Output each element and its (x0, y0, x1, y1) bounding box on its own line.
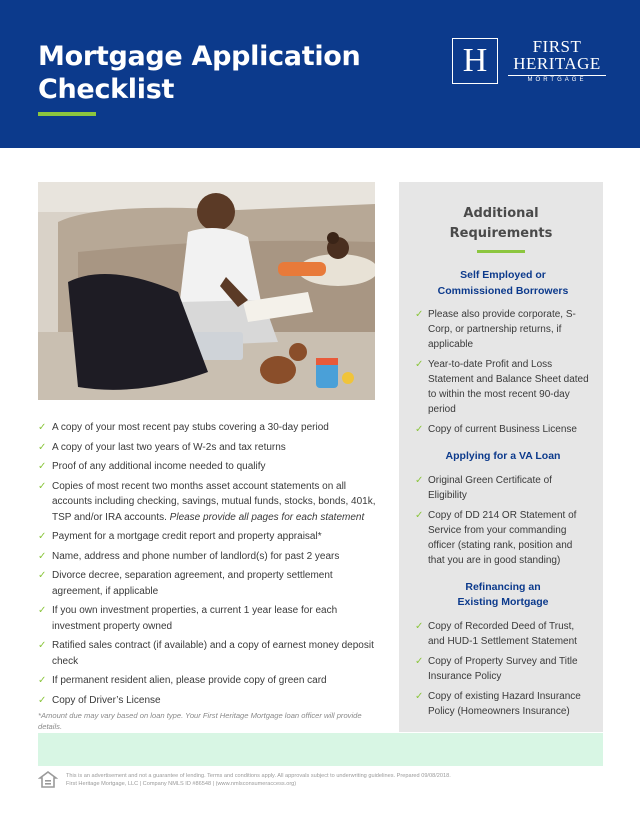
sidebar-list-item-text: Year-to-date Profit and Loss Statement and Balance Sheet dated to within the most recent 90-day period (428, 359, 589, 415)
photo-illustration (38, 182, 375, 400)
sidebar-section-heading-line: Refinancing an (465, 580, 541, 593)
checklist-item (38, 549, 378, 565)
photo-father-and-child-icon (38, 182, 375, 400)
sidebar-list-item-text: Copy of existing Hazard Insurance Policy (Homeowners Insurance) (428, 690, 581, 717)
sidebar-list-item-text: Please also provide corporate, S-Corp, or partnership returns, if applicable (428, 309, 576, 350)
checkmark-icon: ✓ (415, 474, 424, 486)
checkmark-icon: ✓ (38, 694, 47, 706)
sidebar-section-list (415, 473, 591, 568)
legal-disclaimer (66, 772, 596, 788)
checkmark-icon: ✓ (38, 422, 47, 433)
header-banner (0, 0, 640, 148)
page-title-line-2: Checklist (38, 74, 175, 105)
checkmark-icon: ✓ (38, 531, 47, 542)
checkmark-icon: ✓ (415, 620, 424, 632)
sidebar-list-item (415, 654, 591, 684)
sidebar-list-item-text: Copy of DD 214 OR Statement of Service from your commanding officer (stating rank, position and that you are in good standing) (428, 509, 577, 566)
logo-text-first: FIRST (532, 37, 582, 56)
company-logo (452, 38, 612, 84)
house-icon (38, 770, 58, 790)
sidebar-sections (415, 268, 591, 731)
checkmark-icon: ✓ (415, 359, 424, 370)
sidebar-section-heading (415, 268, 591, 299)
disclaimer-line-2: First Heritage Mortgage, LLC | Company NMLS ID #86548 | (www.nmlsconsumeraccess.org) (66, 781, 297, 787)
checkmark-icon: ✓ (415, 309, 424, 320)
checklist-item-text: If you own investment properties, a current 1 year lease for each investment property owned (52, 605, 338, 632)
page-title-line-1: Mortgage Application (38, 41, 361, 72)
checkmark-icon: ✓ (38, 675, 47, 686)
sidebar-list-item (415, 357, 591, 417)
checkmark-icon: ✓ (38, 640, 47, 651)
checklist-item (38, 459, 378, 475)
sidebar-accent-rule (477, 250, 525, 253)
sidebar-title-line-1: Additional (463, 206, 539, 221)
checklist-item-text: Copies of most recent two months asset account statements on all accounts including checking, savings, mutual funds, stocks, bonds, 401k, TSP and/or IRA accounts. (52, 480, 376, 523)
sidebar-list-item (415, 422, 591, 437)
logo-monogram: H (452, 38, 498, 84)
checklist-item (38, 693, 378, 709)
checklist-item (38, 440, 378, 456)
checklist-item (38, 479, 378, 526)
sidebar-list-item-text: Copy of Recorded Deed of Trust, and HUD-1 Settlement Statement (428, 620, 577, 647)
disclaimer-line-1: This is an advertisement and not a guarantee of lending. Terms and conditions apply. All approvals subject to underwriting guidelines. Prepared 09/08/2018. (66, 773, 451, 779)
sidebar-section-heading-line: Existing Mortgage (457, 596, 549, 608)
additional-requirements-panel (399, 182, 603, 732)
logo-text-mortgage: MORTGAGE (527, 77, 587, 83)
sidebar-list-item-text: Original Green Certificate of Eligibility (428, 474, 552, 501)
sidebar-section-heading (415, 449, 591, 465)
sidebar-list-item (415, 307, 591, 352)
sidebar-list-item-text: Copy of current Business License (428, 424, 577, 435)
checklist-item-text: Divorce decree, separation agreement, and property settlement agreement, if applicable (52, 570, 333, 597)
logo-text-heritage: HERITAGE (508, 54, 606, 76)
checkmark-icon: ✓ (415, 655, 424, 667)
checkmark-icon: ✓ (38, 570, 47, 581)
footer-band (38, 733, 603, 766)
sidebar-list-item (415, 508, 591, 568)
checkmark-icon: ✓ (415, 424, 424, 435)
checklist-item-text: If permanent resident alien, please provide copy of green card (52, 675, 327, 686)
checkmark-icon: ✓ (415, 509, 424, 521)
sidebar-section-list (415, 307, 591, 437)
sidebar-title-line-2: Requirements (449, 226, 553, 241)
checklist-item-text: Copy of Driver’s License (52, 694, 161, 706)
checkmark-icon: ✓ (38, 605, 47, 616)
sidebar-list-item (415, 689, 591, 719)
checklist-item (38, 603, 378, 634)
checklist-item-text: A copy of your most recent pay stubs covering a 30-day period (52, 422, 329, 433)
checklist-item-text: Name, address and phone number of landlord(s) for past 2 years (52, 550, 340, 562)
checkmark-icon: ✓ (415, 690, 424, 702)
page-title (38, 40, 360, 106)
checklist-item-text: Payment for a mortgage credit report and property appraisal* (52, 531, 322, 542)
checkmark-icon: ✓ (38, 441, 47, 453)
sidebar-title (399, 204, 603, 244)
checklist-item (38, 568, 378, 599)
checklist-item-note: Please provide all pages for each statement (169, 511, 365, 523)
sidebar-section-heading (415, 580, 591, 611)
equal-housing-opportunity-icon (38, 770, 58, 790)
main-checklist (38, 420, 378, 712)
checklist-item (38, 638, 378, 669)
checklist-item (38, 420, 378, 436)
sidebar-section-heading-line: Commissioned Borrowers (437, 284, 569, 297)
sidebar-list-item (415, 619, 591, 649)
appraisal-footnote: *Amount due may vary based on loan type. Your First Heritage Mortgage loan officer will provide details. (38, 711, 362, 731)
checkmark-icon: ✓ (38, 461, 47, 472)
checklist-item-text: A copy of your last two years of W-2s and tax returns (52, 441, 286, 453)
checklist-item (38, 529, 378, 545)
checkmark-icon: ✓ (38, 480, 47, 492)
sidebar-section-heading-line: Applying for a VA Loan (445, 450, 561, 462)
checklist-item (38, 673, 378, 689)
checklist-item-text: Ratified sales contract (if available) and a copy of earnest money deposit check (52, 640, 374, 667)
sidebar-list-item-text: Copy of Property Survey and Title Insurance Policy (428, 655, 578, 682)
sidebar-list-item (415, 473, 591, 503)
checklist-item-text: Proof of any additional income needed to qualify (52, 461, 266, 472)
sidebar-section-heading-line: Self Employed or (460, 269, 546, 281)
title-accent-rule (38, 112, 96, 116)
sidebar-section-list (415, 619, 591, 719)
checkmark-icon: ✓ (38, 550, 47, 562)
